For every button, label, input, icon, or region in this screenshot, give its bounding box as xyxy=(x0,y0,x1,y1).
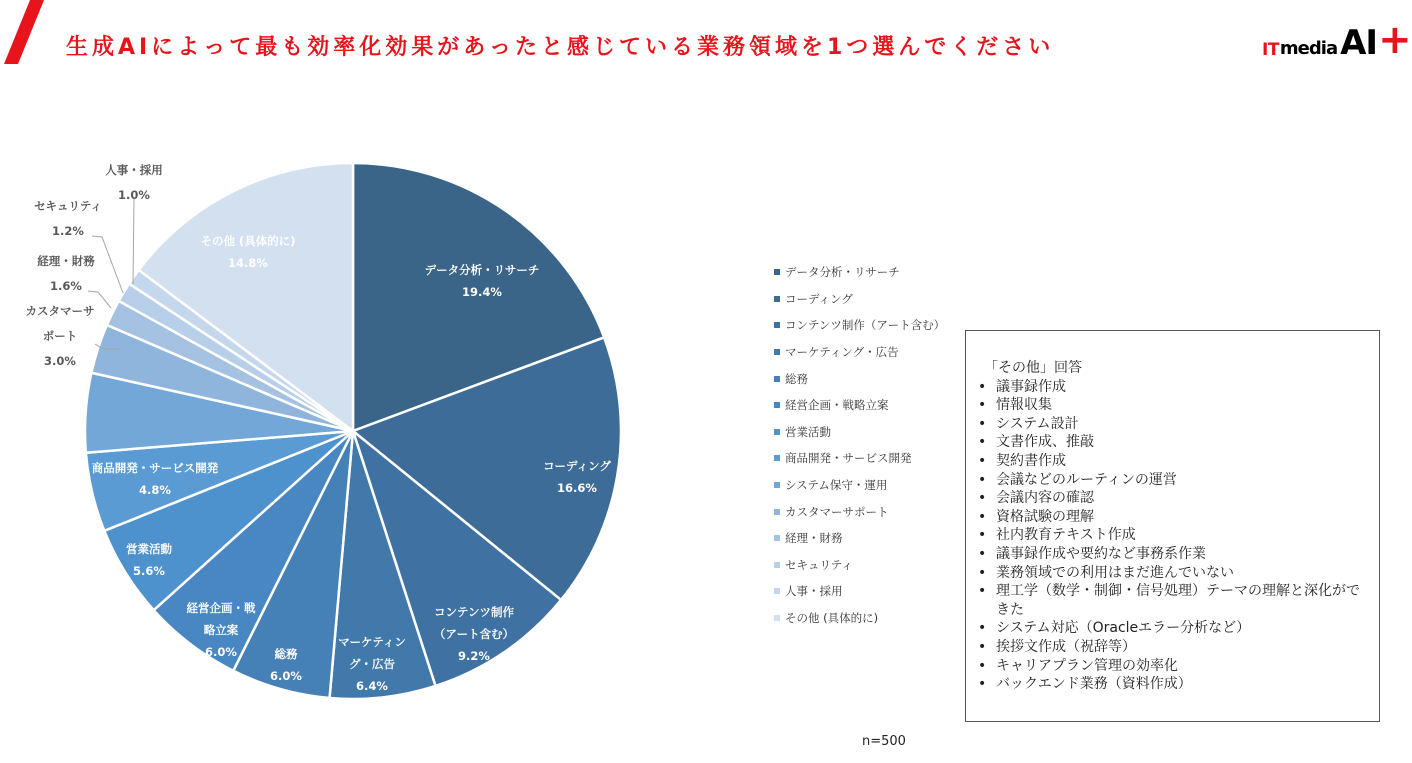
legend-label: 総務 xyxy=(785,371,808,386)
slice-value-2: 9.2% xyxy=(458,649,490,663)
slice-value-1: 16.6% xyxy=(557,481,597,495)
slice-value-9: 3.0% xyxy=(44,354,76,368)
other-answer-item: • 議事録作成 xyxy=(978,378,1371,397)
leader-line-11 xyxy=(92,236,123,293)
other-answer-item: • 文書作成、推敲 xyxy=(978,433,1371,452)
itmedia-ai-plus-logo: IT media AI + xyxy=(1262,17,1412,63)
legend-item-6 xyxy=(774,419,974,446)
slice-label-0-line-0: データ分析・リサーチ xyxy=(424,263,540,277)
legend-item-7 xyxy=(774,445,974,472)
slice-value-6: 5.6% xyxy=(133,564,165,578)
legend-swatch xyxy=(774,376,780,382)
slice-label-9-line-0: カスタマーサ xyxy=(25,304,95,318)
other-answer-item: • 資格試験の理解 xyxy=(978,508,1371,527)
slice-value-0: 19.4% xyxy=(462,285,502,299)
page-title: 生成AIによって最も効率化効果があったと感じている業務領域を1つ選んでください xyxy=(66,35,1055,60)
legend-item-12 xyxy=(774,578,974,605)
legend-item-4 xyxy=(774,365,974,392)
legend-label: コンテンツ制作（アート含む） xyxy=(785,318,946,333)
slice-value-10: 1.6% xyxy=(50,279,82,293)
legend-item-1 xyxy=(774,286,974,313)
slice-label-11-line-0: セキュリティ xyxy=(34,199,102,213)
slice-value-5: 6.0% xyxy=(205,645,237,659)
other-answer-item: • バックエンド業務（資料作成） xyxy=(978,675,1371,694)
slice-label-5-line-0: 経営企画・戦 xyxy=(186,601,256,615)
slice-value-12: 1.0% xyxy=(118,188,150,202)
other-answers-box xyxy=(965,330,1380,722)
legend-label: セキュリティ xyxy=(785,557,853,572)
other-answers-title: 「その他」回答 xyxy=(984,360,1082,376)
slice-value-11: 1.2% xyxy=(52,224,84,238)
legend-swatch xyxy=(774,402,780,408)
legend-swatch xyxy=(774,615,780,621)
slice-label-7-line-0: 商品開発・サービス開発 xyxy=(91,461,219,475)
legend-swatch xyxy=(774,269,780,275)
legend-label: システム保守・運用 xyxy=(785,478,888,493)
slice-label-9-line-1: ポート xyxy=(42,329,78,343)
chart-legend xyxy=(774,259,974,631)
legend-label: 経理・財務 xyxy=(785,531,843,546)
legend-swatch xyxy=(774,562,780,568)
other-answer-item: • 理工学（数学・制御・信号処理）テーマの理解と深化ができた xyxy=(978,582,1371,619)
legend-swatch xyxy=(774,455,780,461)
other-answers-list xyxy=(978,378,1371,694)
slice-label-4-line-0: 総務 xyxy=(274,647,298,661)
legend-item-8 xyxy=(774,472,974,499)
legend-swatch xyxy=(774,482,780,488)
legend-item-9 xyxy=(774,498,974,525)
other-answer-item: • 情報収集 xyxy=(978,396,1371,415)
other-answer-item: • 契約書作成 xyxy=(978,452,1371,471)
slice-label-3-line-1: グ・広告 xyxy=(349,657,395,671)
other-answer-item: • 会議内容の確認 xyxy=(978,489,1371,508)
legend-label: その他 (具体的に) xyxy=(785,611,879,626)
legend-label: 経営企画・戦略立案 xyxy=(785,398,889,413)
legend-item-2 xyxy=(774,312,974,339)
legend-label: 人事・採用 xyxy=(785,584,843,599)
slice-label-12-line-0: 人事・採用 xyxy=(105,163,163,177)
slice-label-10-line-0: 経理・財務 xyxy=(37,254,95,268)
slice-value-4: 6.0% xyxy=(270,669,302,683)
legend-swatch xyxy=(774,296,780,302)
other-answer-item: • 会議などのルーティンの運営 xyxy=(978,471,1371,490)
legend-label: マーケティング・広告 xyxy=(785,345,899,360)
leader-line-12 xyxy=(133,199,134,284)
slice-value-7: 4.8% xyxy=(139,483,171,497)
legend-swatch xyxy=(774,509,780,515)
legend-item-13 xyxy=(774,605,974,632)
slice-value-13: 14.8% xyxy=(228,256,268,270)
slice-label-3-line-0: マーケティン xyxy=(338,635,406,649)
legend-swatch xyxy=(774,429,780,435)
slice-label-5-line-1: 略立案 xyxy=(203,623,239,637)
legend-item-5 xyxy=(774,392,974,419)
other-answer-item: • システム対応（Oracleエラー分析など） xyxy=(978,619,1371,638)
other-answer-item: • システム設計 xyxy=(978,415,1371,434)
slice-label-2-line-0: コンテンツ制作 xyxy=(434,605,514,619)
other-answer-item: • キャリアプラン管理の効率化 xyxy=(978,657,1371,676)
slice-label-6-line-0: 営業活動 xyxy=(126,542,172,556)
legend-label: 営業活動 xyxy=(785,424,831,439)
slice-label-13-line-0: その他 (具体的に) xyxy=(200,234,296,248)
legend-label: カスタマーサポート xyxy=(785,504,889,519)
other-answer-item: • 挨拶文作成（祝辞等） xyxy=(978,638,1371,657)
legend-item-0 xyxy=(774,259,974,286)
legend-label: コーディング xyxy=(785,291,853,306)
sample-size-label: n=500 xyxy=(862,734,906,749)
other-answer-item: • 社内教育テキスト作成 xyxy=(978,526,1371,545)
legend-item-10 xyxy=(774,525,974,552)
slice-label-1-line-0: コーディング xyxy=(543,459,611,473)
other-answer-item: • 議事録作成や要約など事務系作業 xyxy=(978,545,1371,564)
other-answer-item: • 業務領域での利用はまだ進んでいない xyxy=(978,564,1371,583)
slice-value-3: 6.4% xyxy=(356,679,388,693)
legend-item-11 xyxy=(774,552,974,579)
legend-swatch xyxy=(774,349,780,355)
legend-label: データ分析・リサーチ xyxy=(785,265,900,280)
slice-label-2-line-1: （アート含む） xyxy=(433,627,515,641)
legend-label: 商品開発・サービス開発 xyxy=(785,451,912,466)
legend-item-3 xyxy=(774,339,974,366)
legend-swatch xyxy=(774,588,780,594)
legend-swatch xyxy=(774,535,780,541)
legend-swatch xyxy=(774,322,780,328)
